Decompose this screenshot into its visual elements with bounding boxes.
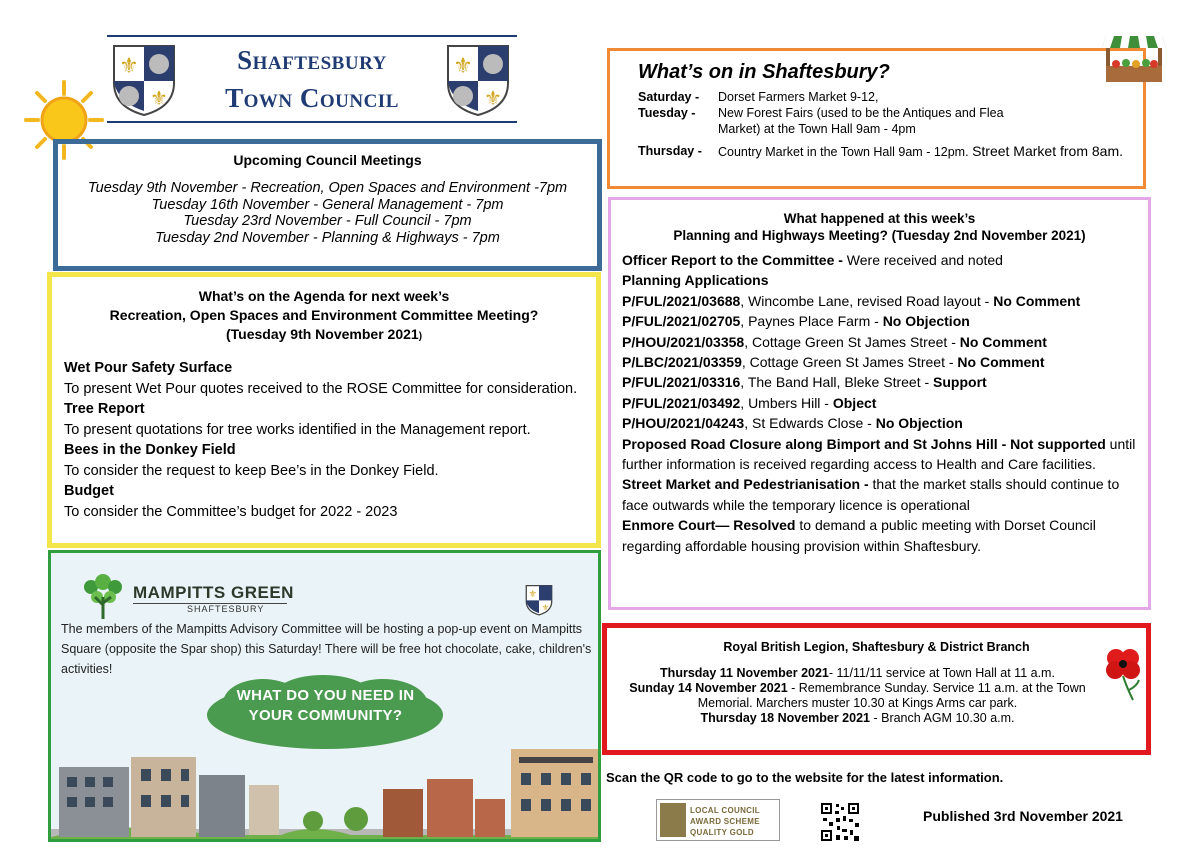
legion-item-text: - 11/11/11 service at Town Hall at 11 a.m. bbox=[828, 666, 1055, 680]
meetings-heading: Upcoming Council Meetings bbox=[233, 152, 422, 168]
svg-text:⚜: ⚜ bbox=[541, 602, 550, 613]
meeting-item: Tuesday 16th November - General Management - 7pm bbox=[151, 196, 504, 213]
mampitts-logo-sub: SHAFTESBURY bbox=[187, 604, 265, 614]
poppy-icon bbox=[1103, 646, 1143, 702]
svg-text:⚜: ⚜ bbox=[150, 88, 168, 110]
mampitts-body-text: The members of the Mampitts Advisory Committee will be hosting a pop-up event on Mampitts Square (opposite the Spar shop) this Saturday! There will be free hot chocolate, cake, children's activities! bbox=[61, 622, 592, 676]
application-decision: No Comment bbox=[959, 333, 1047, 350]
quality-gold-award-badge bbox=[656, 799, 780, 841]
legion-item-date: Thursday 11 November 2021 bbox=[660, 666, 829, 680]
award-logo-icon bbox=[660, 803, 686, 837]
council-crest-icon bbox=[445, 43, 511, 117]
application-ref: P/FUL/2021/03688 bbox=[622, 292, 741, 309]
application-ref: P/HOU/2021/04243 bbox=[622, 415, 745, 432]
legion-item-date: Thursday 18 November 2021 bbox=[700, 711, 870, 725]
council-crest-icon bbox=[111, 43, 177, 117]
agenda-item-text: To present quotations for tree works identified in the Management report. bbox=[64, 421, 531, 438]
application-decision: Object bbox=[832, 394, 877, 411]
whats-on-day: Saturday - bbox=[638, 90, 700, 104]
application-decision: No Comment bbox=[993, 292, 1081, 309]
agenda-item-text: To consider the Committee’s budget for 2022 - 2023 bbox=[64, 503, 398, 520]
application-ref: P/FUL/2021/02705 bbox=[622, 313, 741, 330]
planning-applications-heading: Planning Applications bbox=[622, 272, 769, 289]
agenda-heading-line1: What’s on the Agenda for next week’s bbox=[198, 288, 450, 304]
meeting-item: Tuesday 23rd November - Full Council - 7pm bbox=[183, 213, 472, 229]
cloud-line1: WHAT DO YOU NEED IN bbox=[236, 687, 415, 704]
council-header bbox=[107, 35, 517, 123]
whats-on-row bbox=[638, 89, 1138, 105]
planning-street-market bbox=[622, 474, 1148, 515]
legion-item bbox=[607, 666, 1108, 681]
qr-note: Scan the QR code to go to the website for the latest information. bbox=[606, 770, 1004, 785]
award-line2: AWARD SCHEME bbox=[690, 817, 760, 826]
application-decision: No Objection bbox=[875, 415, 963, 432]
road-closure-text: until further information is received regarding access to Health and Care facilities. bbox=[622, 435, 1136, 473]
mampitts-green-box bbox=[48, 550, 601, 842]
application-location: , The Band Hall, Bleke Street - bbox=[740, 374, 934, 391]
application-decision: No Comment bbox=[957, 354, 1045, 371]
agenda-heading-line3 bbox=[52, 325, 596, 346]
application-location: , Cottage Green St James Street - bbox=[741, 354, 958, 371]
application-decision: Support bbox=[933, 374, 987, 391]
council-title-line1: Shaftesbury bbox=[237, 45, 387, 75]
mampitts-logo-text: MAMPITTS GREEN bbox=[133, 583, 294, 602]
qr-code-icon[interactable] bbox=[820, 802, 860, 842]
application-decision: No Objection bbox=[882, 313, 970, 330]
whats-on-row bbox=[638, 105, 1138, 139]
planning-box bbox=[608, 197, 1151, 610]
agenda-box bbox=[47, 272, 601, 548]
application-ref: P/LBC/2021/03359 bbox=[622, 354, 742, 371]
agenda-date-end: ) bbox=[418, 331, 423, 342]
meeting-item: Tuesday 9th November - Recreation, Open Spaces and Environment -7pm bbox=[87, 180, 568, 196]
agenda-heading-line2: Recreation, Open Spaces and Environment Committee Meeting? bbox=[109, 307, 539, 323]
tree-logo-icon bbox=[79, 573, 127, 621]
enmore-court-text: to demand a public meeting with Dorset Council regarding affordable housing provision within Shaftesbury. bbox=[622, 517, 1096, 554]
agenda-item-title: Bees in the Donkey Field bbox=[64, 442, 236, 458]
cloud-line2: YOUR COMMUNITY? bbox=[248, 707, 403, 724]
street-market-text: that the market stalls should continue to face outwards while the temporary licence is operational bbox=[622, 476, 1120, 513]
planning-officer-line bbox=[622, 250, 1148, 270]
whats-on-text-small: Country Market in the Town Hall 9am - 12pm. bbox=[718, 145, 969, 159]
planning-application bbox=[622, 332, 1148, 352]
planning-application bbox=[622, 413, 1148, 433]
application-location: , Umbers Hill - bbox=[740, 394, 833, 411]
planning-heading bbox=[611, 210, 1148, 244]
council-title-line2: Town Council bbox=[225, 83, 399, 113]
royal-british-legion-box bbox=[602, 623, 1151, 755]
agenda-item-title: Budget bbox=[64, 483, 114, 499]
award-line1: LOCAL COUNCIL bbox=[690, 806, 760, 815]
planning-enmore-court bbox=[622, 515, 1148, 556]
planning-officer-text: Were received and noted bbox=[846, 252, 1003, 268]
application-ref: P/FUL/2021/03492 bbox=[622, 394, 741, 411]
council-crest-icon bbox=[525, 583, 553, 617]
planning-application bbox=[622, 311, 1148, 331]
whats-on-text: Dorset Farmers Market 9-12, bbox=[718, 90, 879, 104]
planning-officer-label: Officer Report to the Committee - bbox=[622, 252, 847, 268]
planning-application bbox=[622, 352, 1148, 372]
application-ref: P/HOU/2021/03358 bbox=[622, 333, 745, 350]
market-stall-icon bbox=[1100, 28, 1168, 86]
published-date: Published 3rd November 2021 bbox=[923, 808, 1123, 824]
whats-on-text: New Forest Fairs (used to be the Antiques and Flea Market) at the Town Hall 9am - 4pm bbox=[718, 106, 1004, 136]
application-location: , Cottage Green St James Street - bbox=[744, 333, 960, 350]
legion-item-text: - Remembrance Sunday. Service 11 a.m. at the Town Memorial. Marchers muster 10.30 at Kings Arms car park. bbox=[697, 681, 1086, 710]
whats-on-text bbox=[718, 143, 1138, 160]
enmore-court-label: Enmore Court— Resolved bbox=[622, 517, 796, 534]
application-ref: P/FUL/2021/03316 bbox=[622, 374, 741, 391]
application-location: , Wincombe Lane, revised Road layout - bbox=[740, 292, 994, 309]
legion-item-date: Sunday 14 November 2021 bbox=[629, 681, 788, 695]
road-closure-label: Proposed Road Closure along Bimport and St Johns Hill - Not supported bbox=[622, 435, 1106, 452]
planning-application bbox=[622, 372, 1148, 392]
svg-text:⚜: ⚜ bbox=[484, 88, 502, 110]
svg-text:⚜: ⚜ bbox=[119, 53, 139, 78]
buildings-illustration bbox=[51, 749, 599, 842]
whats-on-row bbox=[638, 143, 1138, 183]
agenda-heading bbox=[52, 287, 596, 346]
street-market-label: Street Market and Pedestrianisation - bbox=[622, 476, 873, 493]
whats-on-box bbox=[607, 48, 1146, 189]
whats-on-day: Thursday - bbox=[638, 144, 702, 158]
cloud-text bbox=[203, 686, 448, 726]
planning-application bbox=[622, 393, 1148, 413]
legion-item bbox=[607, 681, 1108, 711]
svg-text:⚜: ⚜ bbox=[453, 53, 473, 78]
whats-on-text-large: Street Market from 8am. bbox=[972, 143, 1123, 159]
agenda-item-title: Tree Report bbox=[64, 401, 145, 417]
planning-application bbox=[622, 291, 1148, 311]
planning-heading-line2: Planning and Highways Meeting? (Tuesday 2nd November 2021) bbox=[673, 228, 1086, 243]
legion-heading: Royal British Legion, Shaftesbury & District Branch bbox=[723, 640, 1030, 654]
whats-on-day: Tuesday - bbox=[638, 106, 696, 120]
svg-text:⚜: ⚜ bbox=[528, 589, 537, 600]
agenda-date: (Tuesday 9th November 2021 bbox=[225, 326, 419, 342]
legion-item bbox=[607, 711, 1108, 726]
agenda-item-title: Wet Pour Safety Surface bbox=[64, 360, 233, 376]
application-location: , St Edwards Close - bbox=[744, 415, 876, 432]
agenda-item-text: To present Wet Pour quotes received to the ROSE Committee for consideration. bbox=[64, 380, 578, 397]
meeting-item: Tuesday 2nd November - Planning & Highways - 7pm bbox=[155, 229, 500, 246]
agenda-item-text: To consider the request to keep Bee’s in the Donkey Field. bbox=[64, 462, 439, 479]
whats-on-title: What’s on in Shaftesbury? bbox=[638, 61, 890, 83]
legion-item-text: - Branch AGM 10.30 a.m. bbox=[870, 711, 1015, 725]
award-line3: QUALITY GOLD bbox=[690, 828, 754, 837]
application-location: , Paynes Place Farm - bbox=[740, 313, 883, 330]
planning-heading-line1: What happened at this week’s bbox=[783, 211, 976, 226]
upcoming-meetings-box bbox=[53, 139, 602, 271]
planning-road-closure bbox=[622, 434, 1148, 475]
